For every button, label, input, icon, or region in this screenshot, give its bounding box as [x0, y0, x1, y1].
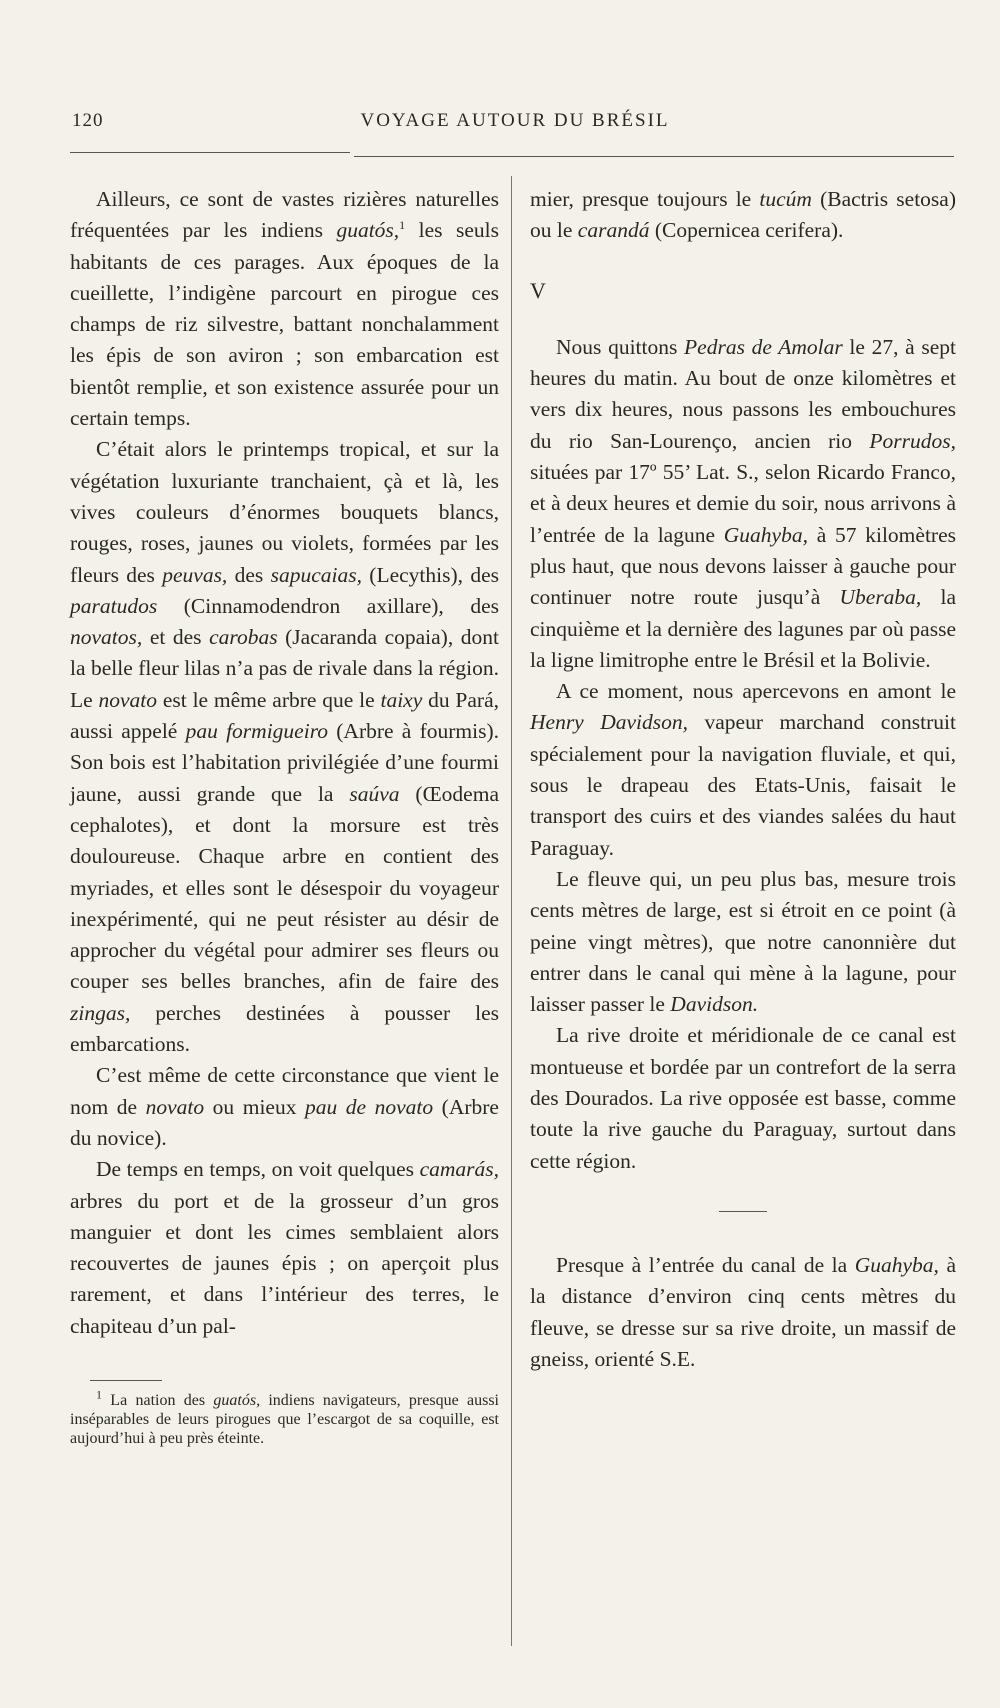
italic-term: Davidson.: [670, 992, 759, 1017]
text-run: arbres du port et de la grosseur d’un gros manguier et dont les cimes semblaient alors recouvertes de jaunes épis ; on aperçoit plus rarement, et dans l’intérieur des terres, le chapiteau d’un pal-: [70, 1188, 499, 1338]
text-run: à 57 kilomètres plus haut, que nous devons laisser à gauche pour continuer notre route jusqu’à: [530, 522, 956, 610]
italic-term: tucúm: [759, 187, 812, 211]
text-run: la cinquième et la dernière des lagunes par où passe la ligne limitrophe entre le Brésil et la Bolivie.: [530, 585, 956, 672]
header-rule: [354, 156, 954, 157]
text-run: Presque à l’entrée du canal de la: [556, 1252, 855, 1277]
right-column: [530, 184, 956, 1375]
italic-term: novato: [98, 687, 158, 712]
text-run: (Arbre du novice).: [70, 1094, 499, 1150]
italic-term: saúva: [349, 781, 400, 806]
section-separator: [719, 1211, 767, 1212]
text-run: C’est même de cette circonstance que vient le nom de: [70, 1063, 499, 1119]
running-title: VOYAGE AUTOUR DU BRÉSIL: [360, 110, 670, 131]
text-run: (Bactris setosa) ou le: [530, 187, 957, 243]
footnote-rule: [90, 1380, 162, 1381]
italic-term: Guahyba,: [854, 1252, 939, 1277]
text-run: (Œodema cephalotes), et dont la morsure est très douloureuse. Chaque arbre en contient des myriades, et elles sont le désespoir du voyageur inexpérimenté, qui ne peut résister au désir de approcher du végétal pour admirer ses fleurs ou couper ses belles branches, afin de faire des: [70, 781, 499, 994]
italic-term: Henry Davidson,: [530, 710, 689, 735]
italic-term: Uberaba,: [839, 585, 922, 610]
footnote-marker: 1: [96, 1387, 102, 1402]
left-column: [70, 184, 499, 1448]
text-run: De temps en temps, on voit quelques: [96, 1157, 420, 1182]
italic-term: guatós,: [336, 218, 400, 243]
italic-term: guatós,: [213, 1391, 261, 1409]
italic-term: carandá: [577, 218, 650, 243]
italic-term: zingas,: [70, 1000, 131, 1025]
header-rule: [70, 152, 350, 153]
italic-term: Guahyba,: [723, 522, 808, 547]
text-run: est le même arbre que le: [157, 687, 381, 712]
text-run: Nous quittons: [556, 334, 685, 359]
text-run: (Lecythis), des: [361, 562, 499, 587]
paragraph: [70, 184, 499, 434]
text-run: Ailleurs, ce sont de vastes rizières naturelles fréquentées par les indiens: [70, 187, 499, 243]
paragraph: [70, 1060, 499, 1154]
italic-term: pau formigueiro: [185, 719, 329, 744]
text-run: (Arbre à fourmis). Son bois est l’habitation privilégiée d’une fourmi jaune, aussi grande que la: [70, 719, 499, 806]
text-run: des: [227, 562, 271, 587]
text-run: (Copernicea cerifera).: [649, 218, 844, 243]
text-run: situées par 17º 55’ Lat. S., selon Ricardo Franco, et à deux heures et demie du soir, nous arrivons à l’entrée de la lagune: [530, 460, 956, 547]
text-run: du Pará, aussi appelé: [70, 687, 499, 744]
text-run: le 27, à sept heures du matin. Au bout de onze kilomètres et vers dix heures, nous passons les embouchures du rio San-Lourenço, ancien rio: [530, 334, 956, 453]
italic-term: Porrudos,: [869, 428, 956, 453]
text-run: La rive droite et méridionale de ce canal est montueuse et bordée par un contrefort de la serra des Dourados. La rive opposée est basse, comme toute la rive gauche du Paraguay, surtout dans cette région.: [530, 1023, 956, 1173]
footnote-marker: 1: [399, 218, 406, 233]
italic-term: peuvas,: [162, 562, 228, 587]
paragraph: [530, 1250, 956, 1375]
text-run: vapeur marchand construit spécialement pour la navigation fluviale, et qui, sous le drapeau des Etats-Unis, faisait le transport des cuirs et des viandes salées du haut Paraguay.: [530, 710, 956, 860]
paragraph: [70, 1154, 499, 1342]
text-run: La nation des: [102, 1391, 214, 1409]
paragraph: [530, 1020, 956, 1176]
text-run: (Jacaranda copaia), dont la belle fleur lilas n’a pas de rivale dans la région. Le: [70, 625, 499, 712]
text-run: Le fleuve qui, un peu plus bas, mesure trois cents mètres de large, est si étroit en ce point (à peine vingt mètres), que notre canonnière dut entrer dans le canal qui mène à la lagune, pour laisser passer le: [530, 866, 956, 1017]
paragraph: [70, 434, 499, 1060]
paragraph: [530, 864, 956, 1020]
paragraph-continuation: [530, 184, 956, 247]
text-run: et des: [142, 625, 210, 650]
italic-term: Pedras de Amolar: [684, 334, 843, 359]
italic-term: novatos,: [70, 625, 143, 650]
text-run: (Cinnamodendron axillare), des: [157, 593, 499, 618]
italic-term: pau de novato: [305, 1094, 434, 1119]
text-run: A ce moment, nous apercevons en amont le: [556, 679, 956, 704]
text-run: C’était alors le printemps tropical, et sur la végétation luxuriante tranchaient, çà et là, les vives couleurs d’énormes bouquets blancs, rouges, roses, jaunes ou violets, formées par les fleurs des: [70, 437, 499, 587]
paragraph: [530, 332, 956, 676]
italic-term: camarás,: [419, 1157, 499, 1182]
italic-term: paratudos: [70, 593, 158, 618]
page-header: [70, 110, 960, 150]
text-run: indiens navigateurs, presque aussi inséparables de leurs pirogues que l’escargot de sa coquille, est aujourd’hui à peu près éteinte.: [70, 1391, 499, 1447]
text-run: ou mieux: [204, 1094, 305, 1119]
section-numeral: V: [530, 277, 546, 303]
paragraph: [530, 676, 956, 864]
italic-term: sapucaias,: [270, 562, 362, 587]
text-run: à la distance d’environ cinq cents mètres du fleuve, se dresse sur sa rive droite, un massif de gneiss, orienté S.E.: [530, 1252, 957, 1371]
italic-term: taixy: [380, 687, 423, 712]
italic-term: carobas: [209, 625, 278, 650]
footnote: [70, 1387, 499, 1448]
page-number: 120: [72, 110, 104, 131]
italic-term: novato: [145, 1094, 205, 1119]
column-divider: [511, 176, 512, 1646]
text-run: perches destinées à pousser les embarcations.: [70, 1000, 499, 1057]
text-run: mier, presque toujours le: [530, 187, 760, 211]
text-run: les seuls habitants de ces parages. Aux époques de la cueillette, l’indigène parcourt en pirogue ces champs de riz silvestre, battant nonchalamment les épis de son aviron ; son embarcation est bientôt remplie, et son existence assurée pour un certain temps.: [70, 218, 499, 431]
